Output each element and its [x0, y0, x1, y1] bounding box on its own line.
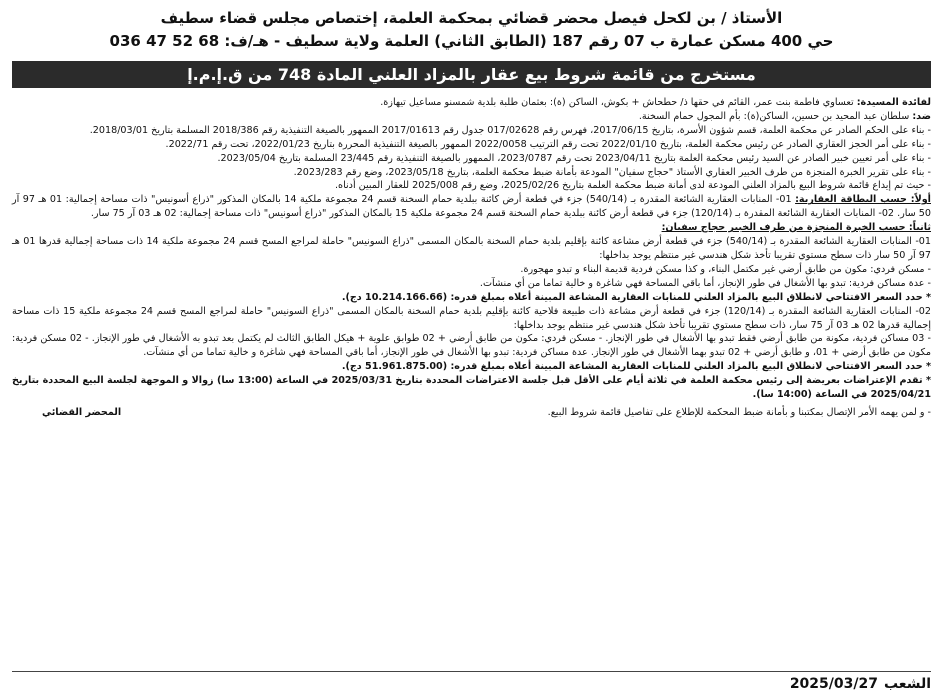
footer-divider [12, 671, 931, 672]
bailiff-name-line: الأستاذ / بن لكحل فيصل محضر قضائي بمحكمة العلمة، إختصاص مجلس قضاء سطيف [160, 9, 783, 27]
section-land-registry [12, 193, 931, 221]
notice-title-banner: مستخرج من قائمة شروط بيع عقار بالمزاد العلني المادة 748 من ق.إ.م.إ [12, 61, 931, 88]
contact-note: - و لمن يهمه الأمر الإتصال بمكتبنا و بأمانة ضبط المحكمة للإطلاع على تفاصيل قائمة شروط البيع. [547, 406, 931, 418]
notice-body [12, 96, 931, 420]
bailiff-address-line: حي 400 مسكن عمارة ب 07 رقم 187 (الطابق الثاني) العلمة ولاية سطيف - هـ/ف: 68 52 47 036 [109, 32, 834, 50]
section-land-registry-heading: أولاً: حسب البطاقة العقارية: [795, 194, 931, 206]
recital-item: - بناء على الحكم الصادر عن محكمة العلمة، قسم شؤون الأسرة، بتاريخ 2017/06/15، فهرس رقم 017/02628 جدول رقم 2017/01613 الممهور بالصيغة التنفيذية رقم 2018/386 المسلمة بتاريخ 2018/03/01. [89, 124, 931, 136]
publication-footer [12, 674, 931, 694]
party-beneficiary-text: تعساوي فاطمة بنت عمر، القائم في حقها ذ/ حطحاش + بكوش، الساكن (ة): بعثمان طلبة بلدية شمسنو مساعيل تيهازة. [380, 97, 854, 108]
bailiff-signature: المحضر القضائي [42, 406, 122, 418]
publication-date: 2025/03/27 [789, 676, 878, 692]
bailiff-header [12, 8, 931, 52]
section-expertise-heading: ثانياً: حسب الخبرة المنجزة من طرف الخبير حجاج سفيان: [661, 222, 931, 234]
lot-2-item: - 03 مساكن فردية، مكونة من طابق أرضي فقط تبدو بها الأشغال في طور الإنجاز. - مسكن فردي: مكون من طابق أرضي + 02 طوابق علوية + هيكل الطابق الثالث لم يكتمل بعد تبدو به الأشغال في طور الإنجاز. - 02 مسكن فردية: مكون من طابق أرضي + 01، و طابق أرضي + 02 تبدو بهما الأشغال في طور الإنجاز. عدة مساكن فردية: تبدو بها الأشغال في طور الإنجاز، أما باقي المساحة فهي شاغرة و خالية تماما من أي منشآت. [12, 333, 931, 359]
recital-item: - بناء على أمر تعيين خبير الصادر عن السيد رئيس محكمة العلمة بتاريخ 2023/04/11 تحت رقم 2023/0787، الممهور بالصيغة التنفيذية رقم 23/445 المسلمة بتاريخ 2023/05/04. [217, 152, 931, 164]
recital-item: - بناء على تقرير الخبرة المنجزة من طرف الخبير العقاري الأستاذ "حجاج سفيان" المودعة بأمانة ضبط محكمة العلمة، بتاريخ 2023/05/18، وضع رقم 2023/283. [293, 166, 931, 178]
closing-row [12, 406, 931, 420]
party-debtor-label: ضد: [912, 110, 931, 122]
party-beneficiary [12, 96, 931, 110]
party-beneficiary-label: لفائدة المسيدة: [856, 97, 931, 108]
lot-2-opening-price: * حدد السعر الافتتاحي لانطلاق البيع بالمزاد العلني للمنابات العقارية المشاعة المبينة أعلاه بمبلغ قدره: (51.961.875.00 دج). [341, 361, 931, 373]
lot-1-description: 01- المنابات العقارية الشائعة المقدرة بـ (540/14) جزء في قطعة أرض مشاعة كائنة بإقليم بلدية حمام السخنة بالمكان المسمى "ذراع السونيس" حاملة لمراجع المسح قسم 24 مجموعة ملكية 14 ذات مساحة إجمالية قدرها 01 هـ 97 آر 50 سار ذات سطح مستوي تقريبا تأخذ شكل هندسي غير منتظم يوجد بداخلها: [12, 236, 931, 261]
recital-item: - بناء على أمر الحجز العقاري الصادر عن رئيس محكمة العلمة، بتاريخ 2022/01/10 تحت رقم الترتيب 2022/0058 الممهور بالصيغة التنفيذية المحررة بتاريخ 2022/01/23، تحت رقم 2022/71. [165, 138, 931, 150]
party-debtor [12, 110, 931, 124]
party-debtor-text: سلطان عبد المحيد بن حسين، الساكن(ة): بأم المجول حمام السخنة. [638, 110, 910, 122]
section-land-registry-text: 01- المنابات العقارية الشائعة المقدرة بـ (540/14) جزء في قطعة أرض كائنة ببلدية حمام السخنة قسم 24 مجموعة ملكية 14 بالمكان المذكور "ذراع أسونيس" ذات مساحة إجمالية: 01 هـ 97 آر 50 سار. 02- المنابات العقارية الشائعة المقدرة بـ (120/14) جزء في قطعة أرض كائنة ببلدية حمام السخنة قسم 24 مجموعة ملكية 15 بالمكان المذكور "ذراع أسونيس" ذات مساحة إجمالية: 02 هـ 03 آر 75 سار. [12, 194, 931, 220]
lot-1-item: - عدة مساكن فردية: تبدو بها الأشغال في طور الإنجاز، أما باقي المساحة فهي شاغرة و خالية تماما من أي منشآت. [479, 277, 931, 289]
objections-deadline: * تقدم الإعتراضات بعريضة إلى رئيس محكمة العلمة في ثلاثة أيام على الأقل قبل جلسة الاعتراضات المحددة بتاريخ 2025/03/31 في الساعة (13:00 سا) زوالا و الموجهة لجلسة البيع المحددة بتاريخ 2025/04/21 في الساعة (14:00 سا). [12, 375, 931, 401]
lot-1-opening-price: * حدد السعر الافتتاحي لانطلاق البيع بالمزاد العلني للمنابات العقارية المشاعة المبينة أعلاه بمبلغ قدره: (10.214.166.66 دج). [341, 291, 931, 303]
publication-name: الشعب [883, 676, 931, 692]
lot-1-item: - مسكن فردي: مكون من طابق أرضي غير مكتمل البناء، و كذا مسكن فردية قديمة البناء و تبدو مهجورة. [520, 263, 931, 275]
recital-item: - حيث تم إيداع قائمة شروط البيع بالمزاد العلني المودعة لدى أمانة ضبط محكمة العلمة بتاريخ 2025/02/26، وضع رقم 2025/008 للعقار المبين أدناه. [335, 180, 931, 192]
lot-2-description: 02- المنابات العقارية الشائعة المقدرة بـ (120/14) جزء في قطعة أرض مشاعة ذات طبيعة فلاحية كائنة بإقليم بلدية حمام السخنة بالمكان المسمى "ذراع السونيس" حاملة لمراجع المسح قسم 24 مجموعة ملكية 15 ذات مساحة إجمالية قدرها 02 هـ 03 آر 75 سار، ذات سطح مستوي تقريبا تأخذ شكل هندسي غير منتظم يوجد بداخلها: [12, 305, 931, 331]
